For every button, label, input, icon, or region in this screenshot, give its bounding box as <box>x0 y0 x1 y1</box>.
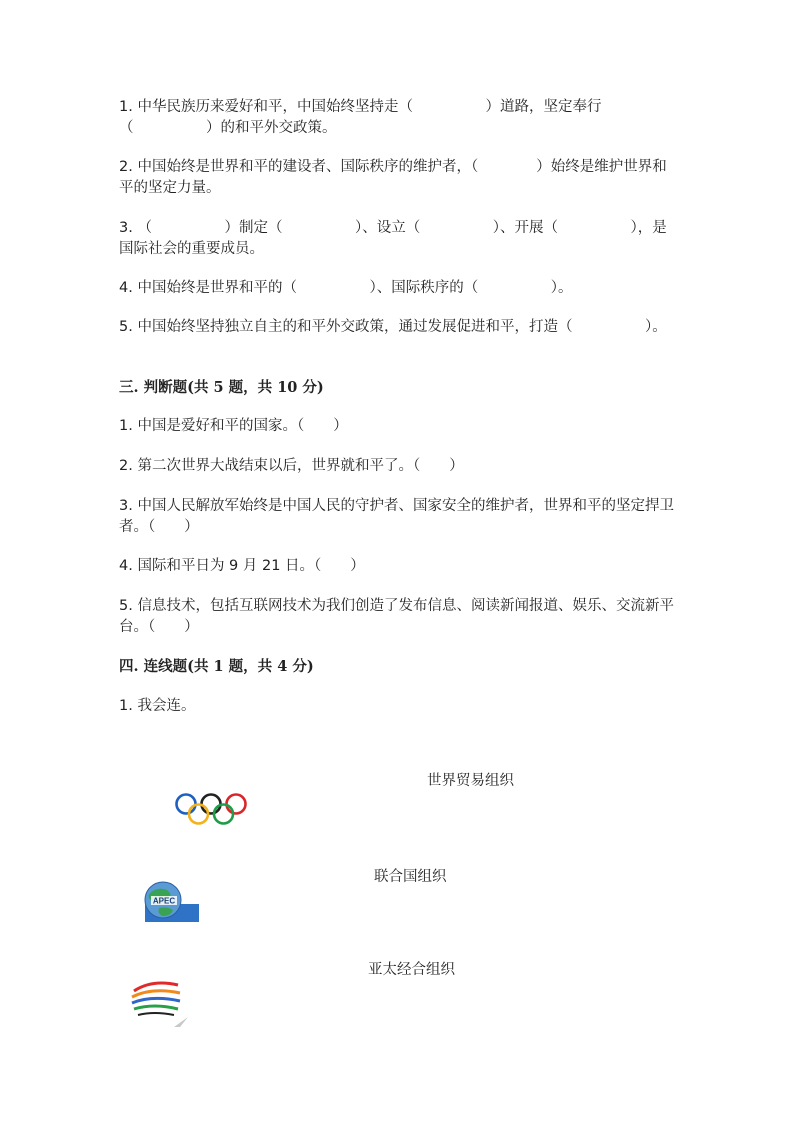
match-label-wto: 世界贸易组织 <box>427 773 514 789</box>
judge-question-4: 4. 国际和平日为 9 月 21 日。（ ） <box>119 558 365 574</box>
judge-question-3: 3. 中国人民解放军始终是中国人民的守护者、国家安全的维护者，世界和平的坚定捍卫者。（ ） <box>119 498 674 535</box>
fill-question-2: 2. 中国始终是世界和平的建设者、国际秩序的维护者，（ ）始终是维护世界和平的坚定力量。 <box>119 159 667 196</box>
fill-question-5: 5. 中国始终坚持独立自主的和平外交政策，通过发展促进和平，打造（ ）。 <box>119 319 667 335</box>
judge-question-2: 2. 第二次世界大战结束以后，世界就和平了。（ ） <box>119 458 464 474</box>
fill-question-3: 3. （ ）制定（ ）、设立（ ）、开展（ ），是国际社会的重要成员。 <box>119 220 667 257</box>
olympic-rings-icon <box>174 792 248 832</box>
apec-logo-icon <box>139 880 201 928</box>
match-label-apec: 亚太经合组织 <box>368 962 455 978</box>
match-prompt: 1. 我会连。 <box>119 698 196 714</box>
apec-logo-text: APEC <box>152 896 176 906</box>
section-title-match: 四. 连线题(共 1 题，共 4 分) <box>119 658 314 675</box>
match-label-un: 联合国组织 <box>374 869 447 885</box>
fill-question-1: 1. 中华民族历来爱好和平，中国始终坚持走（ ）道路，坚定奉行（ ）的和平外交政策。 <box>119 99 602 136</box>
judge-question-1: 1. 中国是爱好和平的国家。（ ） <box>119 418 348 434</box>
wto-logo-icon <box>128 975 192 1033</box>
fill-question-4: 4. 中国始终是世界和平的（ ）、国际秩序的（ ）。 <box>119 280 573 296</box>
judge-question-5: 5. 信息技术，包括互联网技术为我们创造了发布信息、阅读新闻报道、娱乐、交流新平台。（ ） <box>119 598 674 635</box>
section-title-judge: 三. 判断题(共 5 题，共 10 分) <box>119 379 324 396</box>
